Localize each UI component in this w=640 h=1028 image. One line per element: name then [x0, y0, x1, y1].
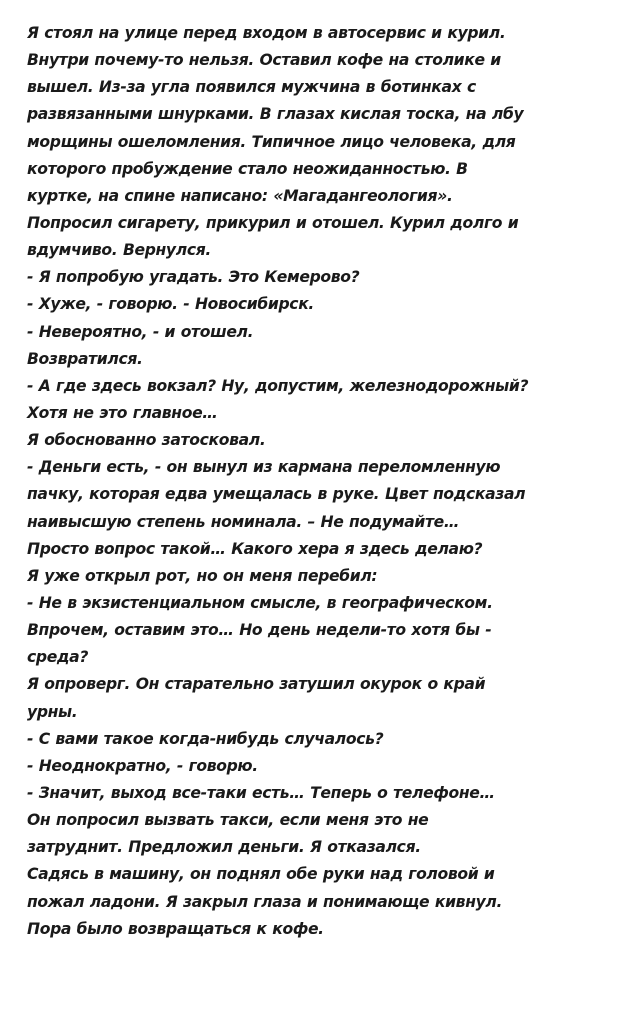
text-line: затруднит. Предложил деньги. Я отказался. — [27, 838, 421, 857]
text-line: - Не в экзистенциальном смысле, в географическом. — [27, 593, 493, 612]
text-line: вышел. Из-за угла появился мужчина в ботинках с — [27, 78, 476, 97]
text-line: Садясь в машину, он поднял обе руки над головой и — [27, 865, 495, 884]
text-line: - Невероятно, - и отошел. — [27, 322, 254, 341]
text-line: морщины ошеломления. Типичное лицо человека, для — [27, 132, 516, 151]
text-line: куртке, на спине написано: «Магадангеология». — [27, 186, 453, 205]
text-line: Я стоял на улице перед входом в автосервис и курил. — [27, 24, 506, 42]
text-line: - Хуже, - говорю. - Новосибирск. — [27, 295, 314, 314]
text-line: Я обоснованно затосковал. — [27, 431, 266, 450]
text-line: Он попросил вызвать такси, если меня это не — [27, 811, 429, 830]
text-line: пачку, которая едва умещалась в руке. Цвет подсказал — [27, 485, 526, 504]
text-line: наивысшую степень номинала. – Не подумайте… — [27, 512, 460, 531]
text-line: урны. — [27, 702, 78, 721]
text-line: пожал ладони. Я закрыл глаза и понимающе кивнул. — [27, 892, 503, 911]
text-line: вдумчиво. Вернулся. — [27, 241, 211, 260]
text-line: - Значит, выход все-таки есть… Теперь о телефоне… — [27, 783, 495, 802]
text-line: Я уже открыл рот, но он меня перебил: — [27, 566, 378, 585]
text-line: - Я попробую угадать. Это Кемерово? — [27, 268, 360, 287]
text-line: Просто вопрос такой… Какого хера я здесь делаю? — [27, 539, 483, 558]
text-line: среда? — [27, 648, 89, 667]
text-line: - Неоднократно, - говорю. — [27, 756, 258, 775]
text-line: - С вами такое когда-нибудь случалось? — [27, 729, 384, 748]
text-line: - А где здесь вокзал? Ну, допустим, железнодорожный? — [27, 376, 529, 395]
story-text — [27, 20, 627, 943]
text-line: - Деньги есть, - он вынул из кармана переломленную — [27, 458, 501, 477]
text-line: которого пробуждение стало неожиданностью. В — [27, 159, 468, 178]
text-line: Хотя не это главное… — [27, 403, 218, 422]
text-line: развязанными шнурками. В глазах кислая тоска, на лбу — [27, 105, 524, 124]
text-line: Внутри почему-то нельзя. Оставил кофе на столике и — [27, 51, 501, 70]
text-line: Попросил сигарету, прикурил и отошел. Курил долго и — [27, 213, 519, 232]
text-line: Впрочем, оставим это… Но день недели-то хотя бы - — [27, 621, 492, 640]
text-line: Пора было возвращаться к кофе. — [27, 919, 324, 938]
text-line: Возвратился. — [27, 349, 143, 368]
text-line: Я опроверг. Он старательно затушил окурок о край — [27, 675, 486, 694]
